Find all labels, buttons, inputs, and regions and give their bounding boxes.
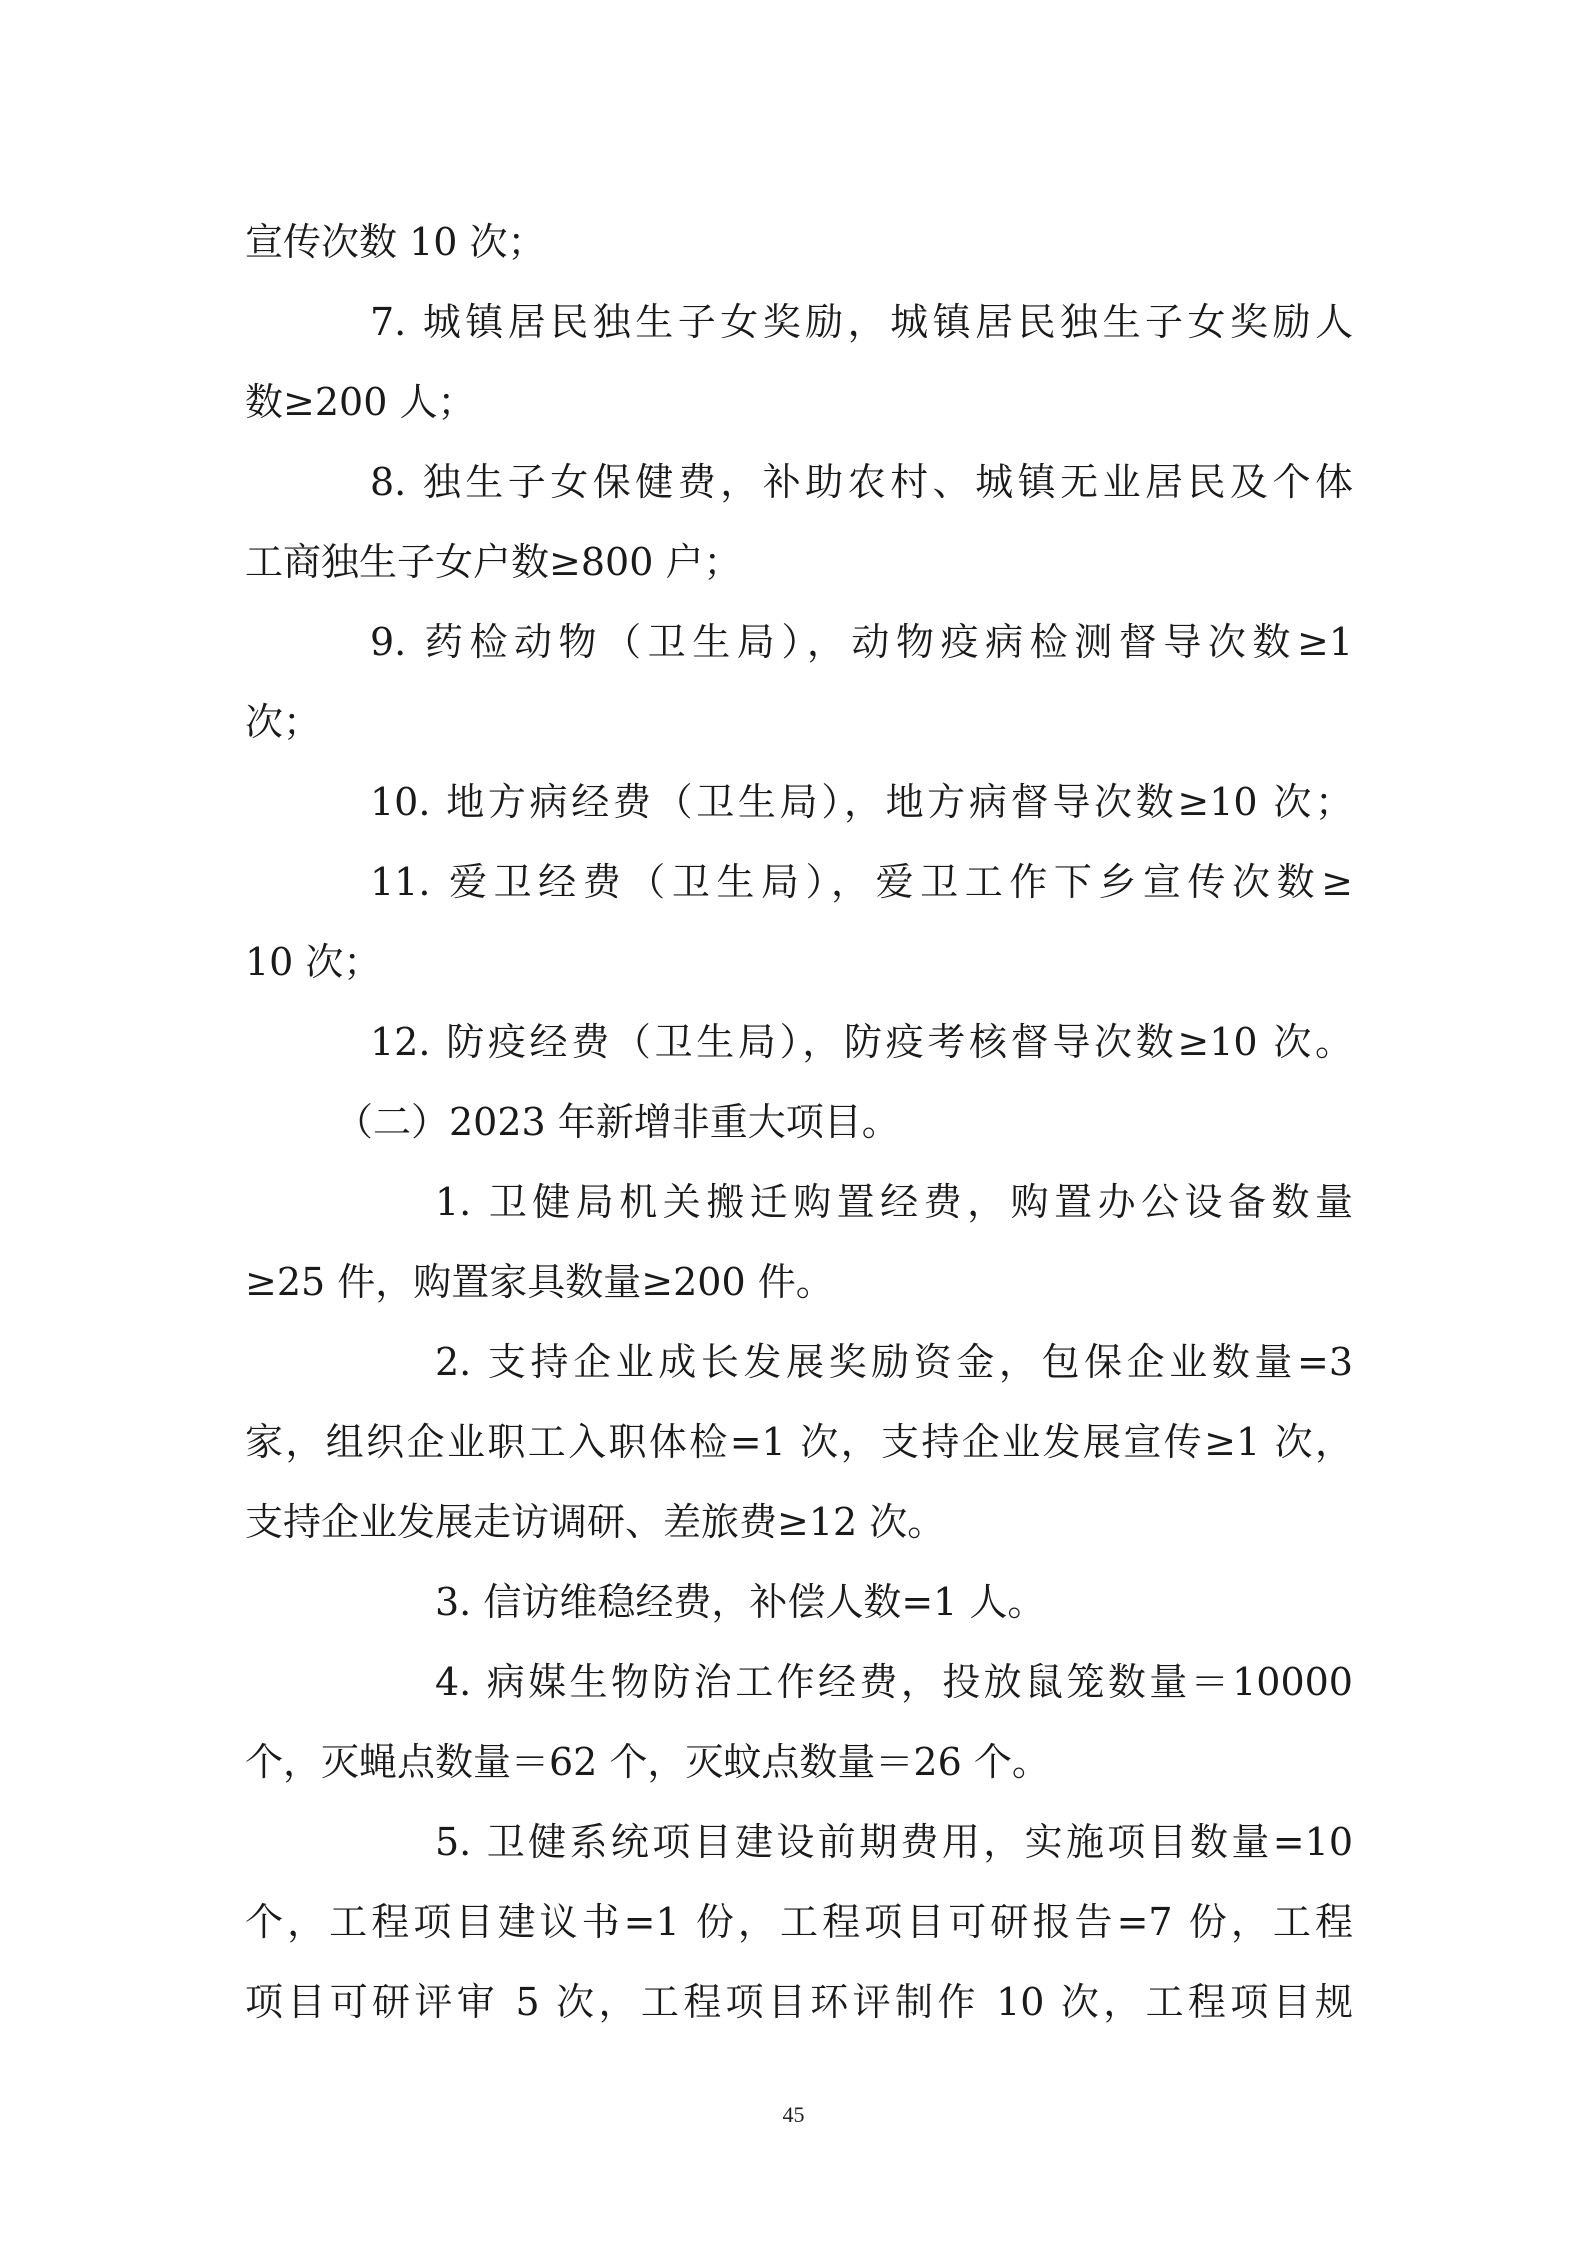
text-line: 次； — [245, 700, 322, 744]
text-line: 家，组织企业职工入职体检=1 次，支持企业发展宣传≥1 次， — [245, 1420, 1353, 1464]
text-line: 支持企业发展走访调研、差旅费≥12 次。 — [245, 1500, 946, 1544]
text-line: 10. 地方病经费（卫生局），地方病督导次数≥10 次； — [370, 780, 1353, 824]
text-line: 12. 防疫经费（卫生局），防疫考核督导次数≥10 次。 — [370, 1020, 1353, 1064]
text-line: 个，灭蝇点数量＝62 个，灭蚊点数量＝26 个。 — [245, 1740, 1050, 1784]
text-line: 4. 病媒生物防治工作经费，投放鼠笼数量＝10000 — [435, 1660, 1353, 1704]
text-line: 7. 城镇居民独生子女奖励，城镇居民独生子女奖励人 — [370, 300, 1353, 344]
text-line: 8. 独生子女保健费，补助农村、城镇无业居民及个体 — [370, 460, 1353, 504]
text-line: 个，工程项目建议书=1 份，工程项目可研报告=7 份，工程 — [245, 1900, 1353, 1944]
text-line: 工商独生子女户数≥800 户； — [245, 540, 742, 584]
section-heading: （二）2023 年新增非重大项目。 — [335, 1100, 900, 1144]
text-line: 1. 卫健局机关搬迁购置经费，购置办公设备数量 — [435, 1180, 1353, 1224]
text-line: 宣传次数 10 次； — [245, 220, 546, 264]
text-line: 3. 信访维稳经费，补偿人数=1 人。 — [435, 1580, 1046, 1624]
text-line: 11. 爱卫经费（卫生局），爱卫工作下乡宣传次数≥ — [370, 860, 1353, 904]
page-number: 45 — [782, 2102, 805, 2127]
text-line: ≥25 件，购置家具数量≥200 件。 — [245, 1260, 834, 1304]
text-line: 5. 卫健系统项目建设前期费用，实施项目数量=10 — [435, 1820, 1353, 1864]
text-line: 项目可研评审 5 次，工程项目环评制作 10 次，工程项目规 — [245, 1980, 1353, 2024]
text-line: 数≥200 人； — [245, 380, 476, 424]
text-line: 9. 药检动物（卫生局），动物疫病检测督导次数≥1 — [370, 620, 1353, 664]
text-line: 10 次； — [245, 940, 382, 984]
text-line: 2. 支持企业成长发展奖励资金，包保企业数量=3 — [435, 1340, 1353, 1384]
